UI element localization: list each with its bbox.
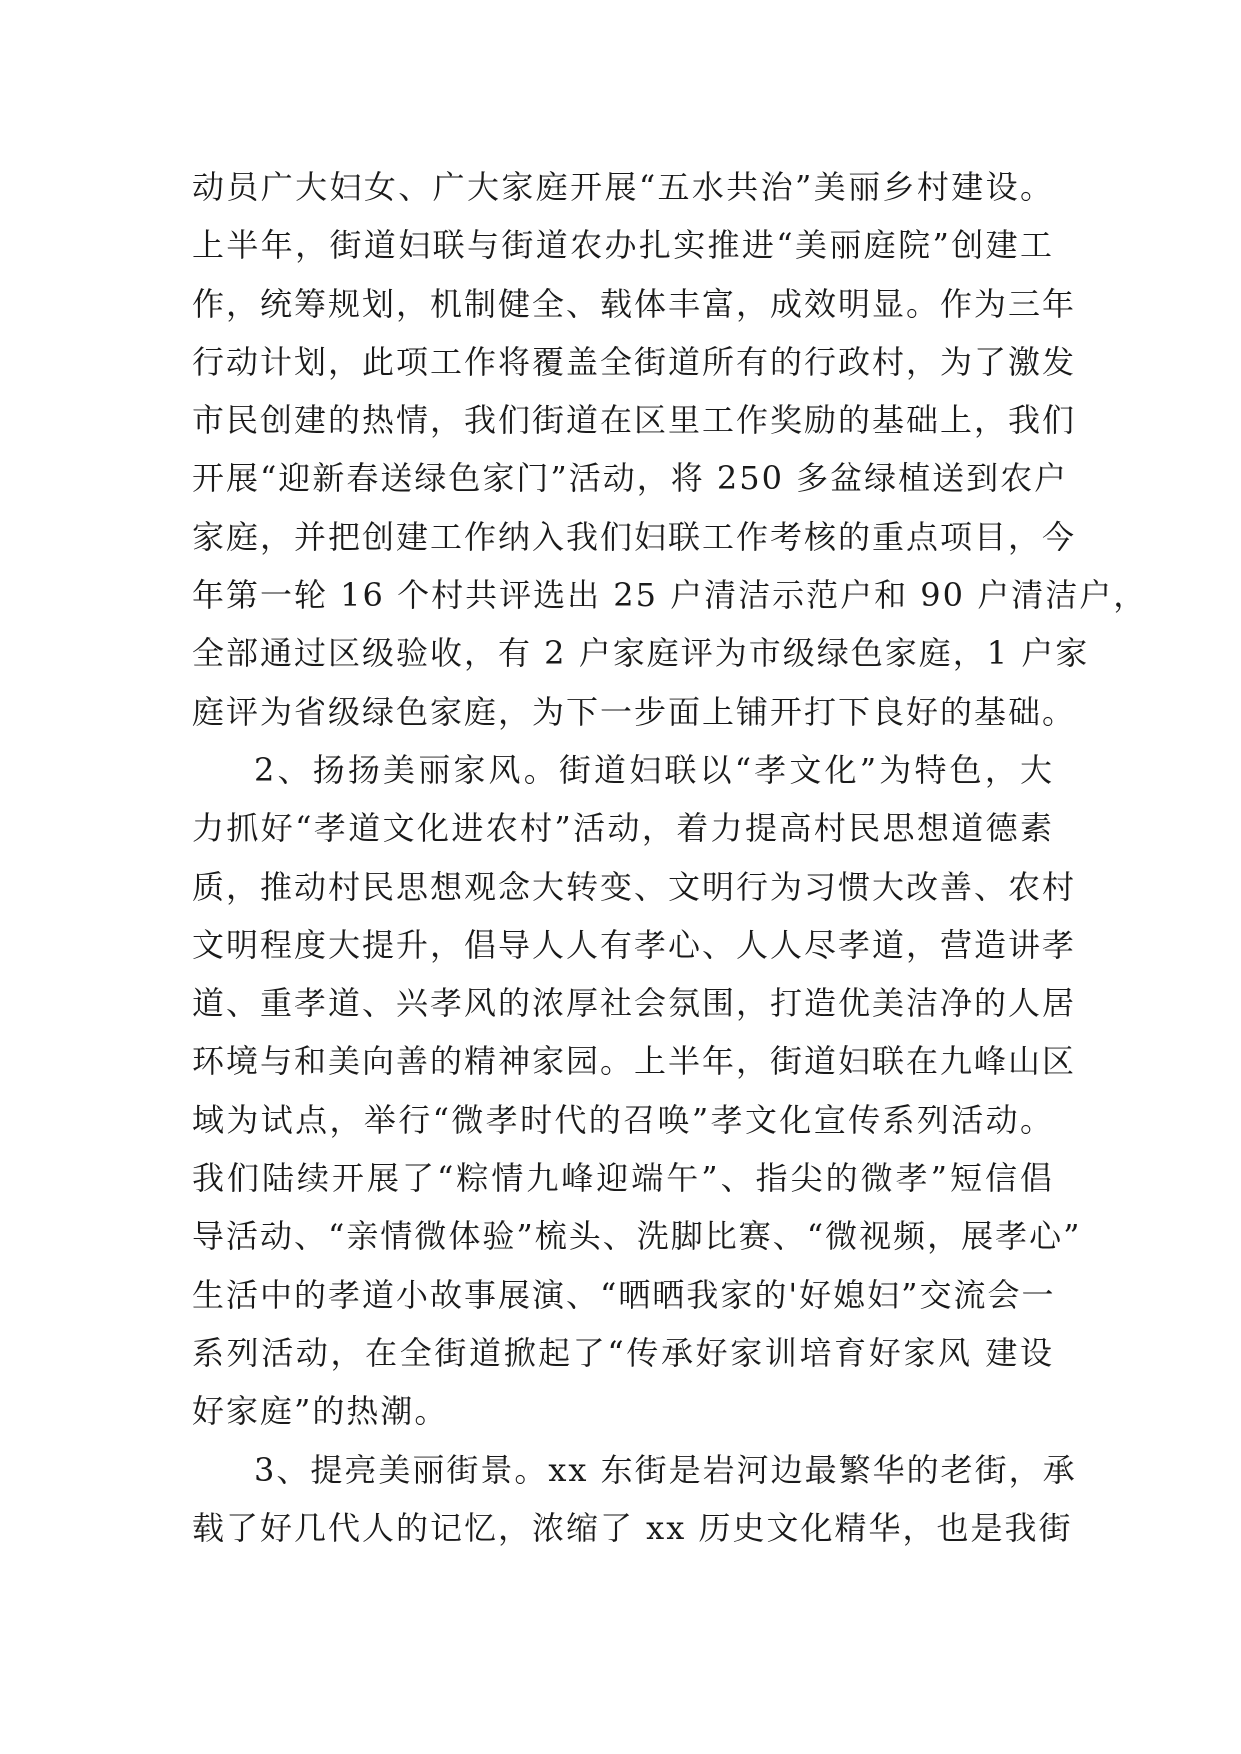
text-line: 系列活动，在全街道掀起了“传承好家训培育好家风 建设 (192, 1333, 1054, 1372)
text-line: 道、重孝道、兴孝风的浓厚社会氛围，打造优美洁净的人居 (192, 984, 1077, 1023)
text-line: 质，推动村民思想观念大转变、文明行为习惯大改善、农村 (192, 867, 1077, 906)
text-line: 市民创建的热情，我们街道在区里工作奖励的基础上，我们 (192, 401, 1077, 440)
text-line: 2、扬扬美丽家风。街道妇联以“孝文化”为特色，大 (254, 750, 1054, 789)
text-line: 环境与和美向善的精神家园。上半年，街道妇联在九峰山区 (192, 1042, 1077, 1081)
text-line: 导活动、“亲情微体验”梳头、洗脚比赛、“微视频，展孝心” (192, 1217, 1082, 1256)
body-text (192, 158, 1148, 1557)
text-line: 力抓好“孝道文化进农村”活动，着力提高村民思想道德素 (192, 809, 1054, 848)
text-line: 开展“迎新春送绿色家门”活动，将 250 多盆绿植送到农户 (192, 459, 1069, 498)
text-line: 文明程度大提升，倡导人人有孝心、人人尽孝道，营造讲孝 (192, 925, 1077, 964)
text-line: 作，统筹规划，机制健全、载体丰富，成效明显。作为三年 (192, 284, 1077, 323)
text-line: 动员广大妇女、广大家庭开展“五水共治”美丽乡村建设。 (192, 168, 1054, 206)
text-line: 载了好几代人的记忆，浓缩了 xx 历史文化精华，也是我街 (192, 1508, 1073, 1547)
text-line: 我们陆续开展了“粽情九峰迎端午”、指尖的微孝”短信倡 (192, 1159, 1054, 1198)
text-line: 行动计划，此项工作将覆盖全街道所有的行政村，为了激发 (192, 342, 1077, 381)
text-line: 域为试点，举行“微孝时代的召唤”孝文化宣传系列活动。 (192, 1100, 1054, 1139)
text-line: 好家庭”的热潮。 (192, 1392, 449, 1431)
text-line: 全部通过区级验收，有 2 户家庭评为市级绿色家庭，1 户家 (192, 634, 1090, 673)
text-line: 家庭，并把创建工作纳入我们妇联工作考核的重点项目，今 (192, 517, 1077, 556)
text-line: 庭评为省级绿色家庭，为下一步面上铺开打下良好的基础。 (192, 692, 1077, 731)
text-line: 3、提亮美丽街景。xx 东街是岩河边最繁华的老街，承 (254, 1450, 1077, 1489)
text-line: 上半年，街道妇联与街道农办扎实推进“美丽庭院”创建工 (192, 226, 1054, 265)
text-line: 年第一轮 16 个村共评选出 25 户清洁示范户和 90 户清洁户， (192, 576, 1148, 615)
text-line: 生活中的孝道小故事展演、“晒晒我家的'好媳妇”交流会一 (192, 1275, 1056, 1314)
